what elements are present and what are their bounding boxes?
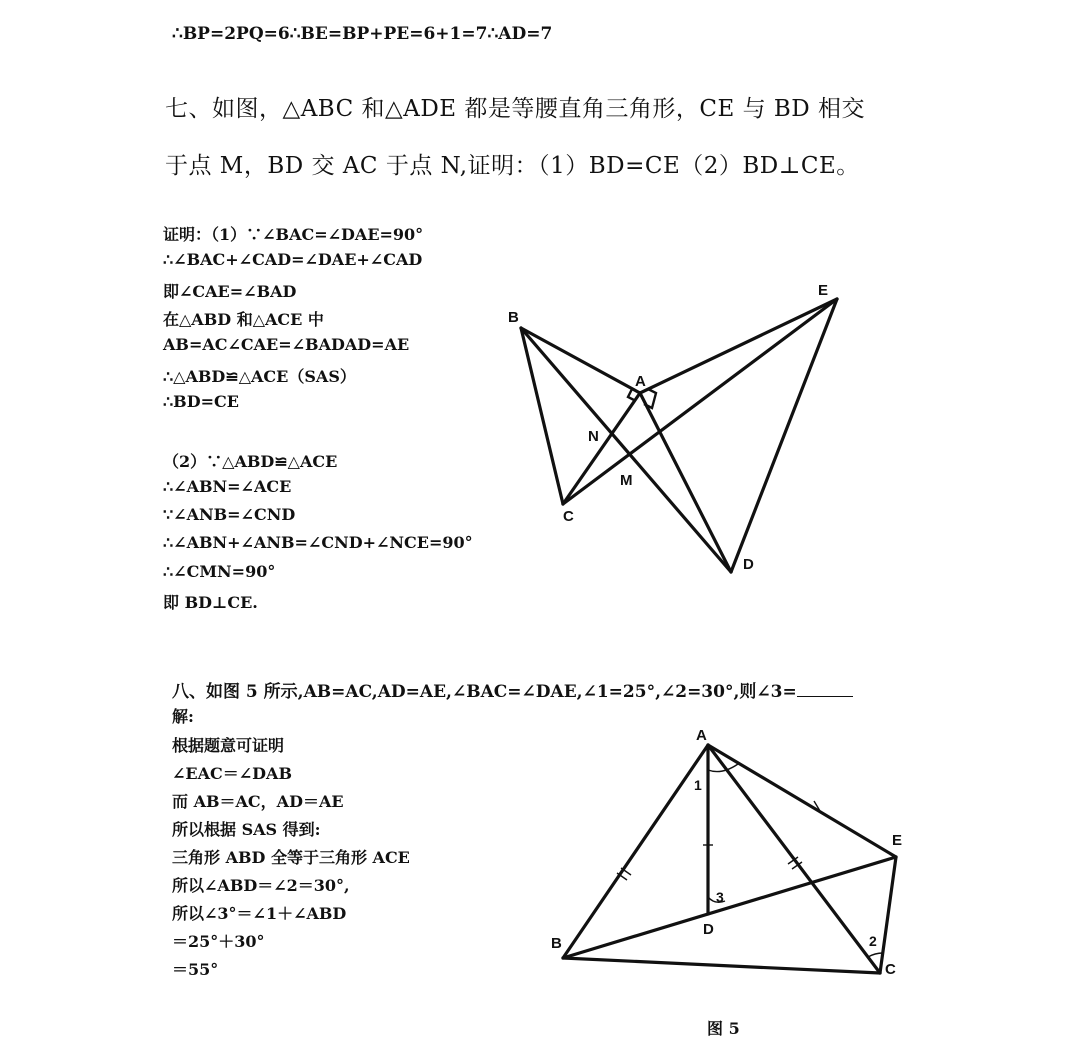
q8-solution-line: 所以根据 SAS 得到: xyxy=(172,820,321,839)
q7-label-a: A xyxy=(635,373,646,390)
q8-label-d: D xyxy=(703,921,714,938)
q7-label-c: C xyxy=(563,508,574,525)
q7-proof-line: ∴△ABD≌△ACE（SAS） xyxy=(163,367,356,386)
q8-solution-line: ＝25°＋30° xyxy=(172,932,265,951)
q7-proof-line: ∴BD=CE xyxy=(163,392,239,411)
q8-solution-line: 三角形 ABD 全等于三角形 ACE xyxy=(172,848,410,867)
q7-proof-line: ∴∠BAC+∠CAD=∠DAE+∠CAD xyxy=(163,250,423,269)
q7-label-b: B xyxy=(508,309,519,326)
q7-label-m: M xyxy=(620,472,633,489)
q7-proof-line: 证明：（1）∵∠BAC=∠DAE=90° xyxy=(163,225,424,244)
q8-figure-caption: 图 5 xyxy=(707,1019,740,1038)
q7-proof-line: 即∠CAE=∠BAD xyxy=(163,282,297,301)
q7-title-line1: 七、如图，△ABC 和△ADE 都是等腰直角三角形，CE 与 BD 相交 xyxy=(165,96,866,122)
q8-angle-label-2: 2 xyxy=(869,933,877,949)
q8-solution-line: ∠EAC＝∠DAB xyxy=(172,764,292,783)
q7-figure xyxy=(490,270,870,590)
q8-solution-line: 而 AB＝AC，AD＝AE xyxy=(172,792,344,811)
q8-segment-bc xyxy=(563,958,880,973)
q7-proof-line: ∴∠ABN+∠ANB=∠CND+∠NCE=90° xyxy=(163,533,473,552)
q7-title-line2: 于点 M，BD 交 AC 于点 N,证明：（1）BD=CE（2）BD⊥CE。 xyxy=(165,153,860,179)
q8-solution-line: 所以∠ABD＝∠2＝30°, xyxy=(172,876,350,895)
q8-solution-line: 解: xyxy=(172,707,194,726)
q8-label-c: C xyxy=(885,961,896,978)
top-equation-line: ∴BP=2PQ=6∴BE=BP+PE=6+1=7∴AD=7 xyxy=(172,24,553,44)
q8-solution-line: 所以∠3°＝∠1＋∠ABD xyxy=(172,904,347,923)
q8-angle-label-1: 1 xyxy=(694,777,702,793)
q8-title xyxy=(172,677,853,702)
q7-proof-line: 在△ABD 和△ACE 中 xyxy=(163,310,324,329)
answer-blank[interactable] xyxy=(797,682,853,697)
q7-proof-line: 即 BD⊥CE. xyxy=(163,593,258,612)
q8-angle-label-3: 3 xyxy=(716,889,724,905)
q8-segment-ab xyxy=(563,745,708,958)
q7-label-d: D xyxy=(743,556,754,573)
q7-proof-line: AB=AC∠CAE=∠BADAD=AE xyxy=(163,335,410,354)
q7-proof-line: ∴∠ABN=∠ACE xyxy=(163,477,292,496)
q7-label-e: E xyxy=(818,282,829,299)
q8-title-text: 八、如图 5 所示,AB=AC,AD=AE,∠BAC=∠DAE,∠1=25°,∠2=30°,则∠3= xyxy=(172,682,797,702)
q8-label-a: A xyxy=(696,727,707,744)
q8-label-e: E xyxy=(892,832,903,849)
q7-proof-line: （2）∵△ABD≌△ACE xyxy=(163,452,338,471)
q7-label-n: N xyxy=(588,428,599,445)
q8-solution-line: 根据题意可证明 xyxy=(172,736,285,755)
q8-segment-be xyxy=(563,857,896,958)
q8-solution-line: ＝55° xyxy=(172,960,219,979)
q8-figure xyxy=(540,720,920,990)
q7-proof-line: ∴∠CMN=90° xyxy=(163,562,276,581)
q7-proof-line: ∵∠ANB=∠CND xyxy=(163,505,296,524)
q8-segment-ae xyxy=(708,745,896,857)
q8-segment-ec xyxy=(880,857,896,973)
q7-segment-ab xyxy=(521,328,640,393)
q8-label-b: B xyxy=(551,935,562,952)
